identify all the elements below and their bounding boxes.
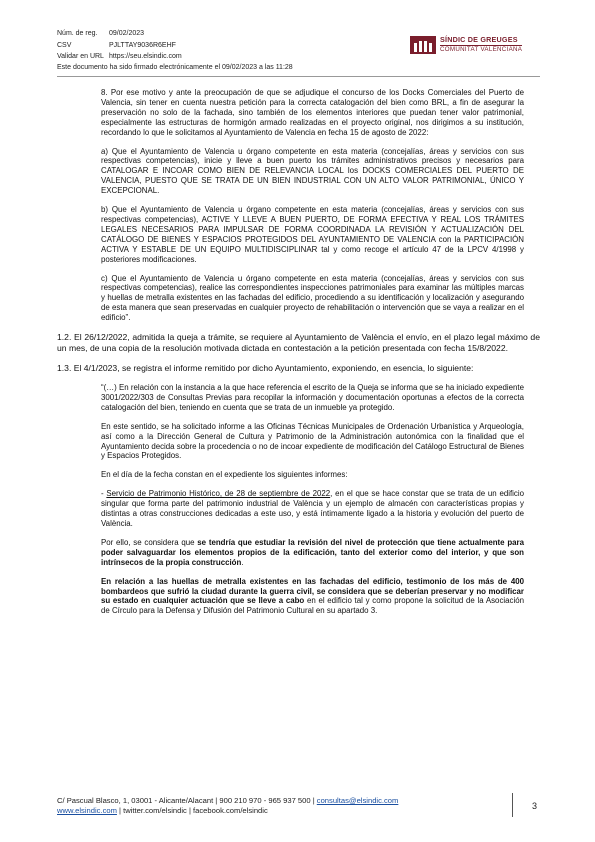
council-report-quote [101, 383, 524, 616]
header-value: 09/02/2023 [109, 30, 145, 37]
text-run: en el edificio tal y como propone la solicitud de la Asociación de Círculo para la Defensa y Difusión del Patrimonio Cultural en su apartado 3. [101, 596, 525, 616]
registration-header [57, 28, 182, 63]
header-value[interactable]: https://seu.elsindic.com [109, 53, 182, 60]
header-row-url [57, 51, 182, 63]
report-summary: , en el que se hace constar que se trata de un edificio singular que forma parte del patrimonio industrial de València y un ejemplo de almacén con características propias y distintas a otras construcciones dedicadas a este uso, y está íntimamente ligado a la historia y evolución del puerto de València. [101, 489, 524, 528]
header-label: CSV [57, 41, 72, 49]
header-label: Validar en URL [57, 53, 104, 60]
quote-paragraph-1: “(…) En relación con la instancia a la que hace referencia el escrito de la Queja se informa que se ha iniciado expediente 3001/2022/303 de Consultas Previas para recopilar la información y documentación oportunas a efectos de la correcta catalogación del bien, teniendo en cuenta que se trata de un inmueble ya protegido. [101, 383, 524, 412]
page-number: 3 [532, 801, 538, 811]
paragraph-c: c) Que el Ayuntamiento de Valencia u órgano competente en esta materia (concejalías, áreas y servicios con sus respectivas competencias), realice las correspondientes inspecciones patrimoniales para examinar las múltiples marcas y huellas de metralla existentes en las fachadas del edificio, procediendo a su identificación y localización y asegurando de esta manera que sean preservadas en cualquier proyecto de rehabilitación o intervención que se vaya a realizar en el edificio”. [101, 273, 524, 323]
website-link[interactable]: www.elsindic.com [57, 806, 117, 815]
footer-line-2 [57, 806, 517, 816]
text-run: . [241, 557, 244, 567]
sindic-logo [410, 34, 540, 56]
quote-paragraph-3: En el día de la fecha constan en el expediente los siguientes informes: [101, 470, 348, 480]
logo-line-1: SÍNDIC DE GREUGES [440, 35, 518, 44]
paragraph-1-3: 1.3. El 4/1/2023, se registra el informe remitido por dicho Ayuntamiento, exponiendo, en esencia, lo siguiente: [57, 363, 474, 374]
header-label: Núm. de reg. [57, 30, 98, 37]
paragraph-8: 8. Por ese motivo y ante la preocupación de que se adjudique el concurso de los Docks Comerciales del Puerto de Valencia, sin tener en cuenta nuestra petición para la correcta catalogación del bien como BRL, a fin de asegurar la preservación no solo de la fachada, sino también de los elementos interiores que puedan tener valor patrimonial, especialmente las estructuras de hormigón armado realizadas en el proyecto original, nos dirigimos a su institución, recordando lo que le solicitamos al Ayuntamiento de Valencia en fecha 15 de agosto de 2022: [101, 88, 524, 137]
text-run: Por ello, se considera que [101, 537, 198, 547]
footer-social: | twitter.com/elsindic | facebook.com/elsindic [116, 806, 268, 815]
email-link[interactable]: consultas@elsindic.com [316, 796, 399, 805]
logo-line-2: COMUNITAT VALENCIANA [440, 45, 523, 53]
quoted-request [101, 88, 524, 323]
header-row-registration [57, 28, 182, 40]
footer-address: C/ Pascual Blasco, 1, 03001 - Alicante/Alacant | 900 210 970 - 965 937 500 | [57, 796, 317, 805]
footer-line-1 [57, 796, 517, 806]
signature-note: Este documento ha sido firmado electrónicamente el 09/02/2023 a las 11:28 [57, 64, 293, 71]
logo-text [440, 36, 522, 54]
footer-divider [512, 793, 513, 817]
paragraph-1-2: 1.2. El 26/12/2022, admitida la queja a trámite, se requiere al Ayuntamiento de València el envío, en el plazo legal máximo de un mes, de una copia de la resolución motivada dictada en contestación a la petición presentada con fecha 15/8/2022. [57, 332, 540, 354]
paragraph-b: b) Que el Ayuntamiento de Valencia u órgano competente en esta materia (concejalías, áreas y servicios con sus respectivas competencias), ACTIVE Y LLEVE A BUEN PUERTO, DE FORMA EFECTIVA Y REAL LOS TRÁMITES LEGALES NECESARIOS PARA IMPULSAR DE FORMA COORDINADA LA REVISIÓN Y ACTUALIZACIÓN DEL CATÁLOGO DE BIENES Y ESPACIOS PROTEGIDOS DEL AYUNTAMIENTO DE VALENCIA con la PARTICIPACIÓN ACTIVA Y ESTABLE DE UN EQUIPO MULTIDISCIPLINAR tal y como recoge el artículo 47 de la LPCV 4/1998 y posteriores modificaciones. [101, 205, 524, 264]
paragraph-a: a) Que el Ayuntamiento de Valencia u órgano competente en esta materia (concejalías, áreas y servicios con sus respectivas competencias), inicie y lleve a buen puerto los trámites administrativos precisos y necesarios para CATALOGAR E INCOAR COMO BIEN DE RELEVANCIA LOCAL los DOCKS COMERCIALES DEL PUERTO DE VALENCIA, PUESTO QUE SE TRATA DE UN BIEN INDUSTRIAL CON UN ALTO VALOR PATRIMONIAL, ÚNICO Y EXCEPCIONAL. [101, 146, 524, 196]
quote-paragraph-4 [101, 489, 524, 529]
document-body [57, 88, 540, 625]
header-row-csv [57, 40, 182, 52]
quote-paragraph-6 [101, 577, 524, 617]
quote-paragraph-5 [101, 538, 524, 568]
bold-conclusion: se tendría que estudiar la revisión del nivel de protección que tiene actualmente para poder salvaguardar los elementos propios de la edificación, tanto del exterior como del interior, y que son intrínsecos de la propia construcción [101, 537, 524, 567]
bold-shrapnel-note: En relación a las huellas de metralla existentes en las fachadas del edificio, testimonio de los más de 400 bombardeos que sufrió la ciudad durante la guerra civil, se considera que se deberían preservar y no modificar su estado en cualquier actuación que se lleve a cabo [101, 576, 524, 606]
page-footer [57, 796, 517, 816]
building-icon [410, 36, 436, 54]
header-divider [57, 76, 540, 77]
header-value: PJLTTAY9036R6EHF [109, 41, 176, 49]
quote-paragraph-2: En este sentido, se ha solicitado informe a las Oficinas Técnicas Municipales de Ordenación Urbanística y Arqueología, así como a la Dirección General de Cultura y Patrimonio de la Administración autonómica con la finalidad que el Ayuntamiento decida sobre la procedencia o no de incoar expediente de modificación del Catálogo Estructural de Bienes y Espacios Protegidos. [101, 421, 524, 461]
report-reference: Servicio de Patrimonio Histórico, de 28 de septiembre de 2022 [106, 489, 331, 499]
dash: - [101, 489, 107, 499]
